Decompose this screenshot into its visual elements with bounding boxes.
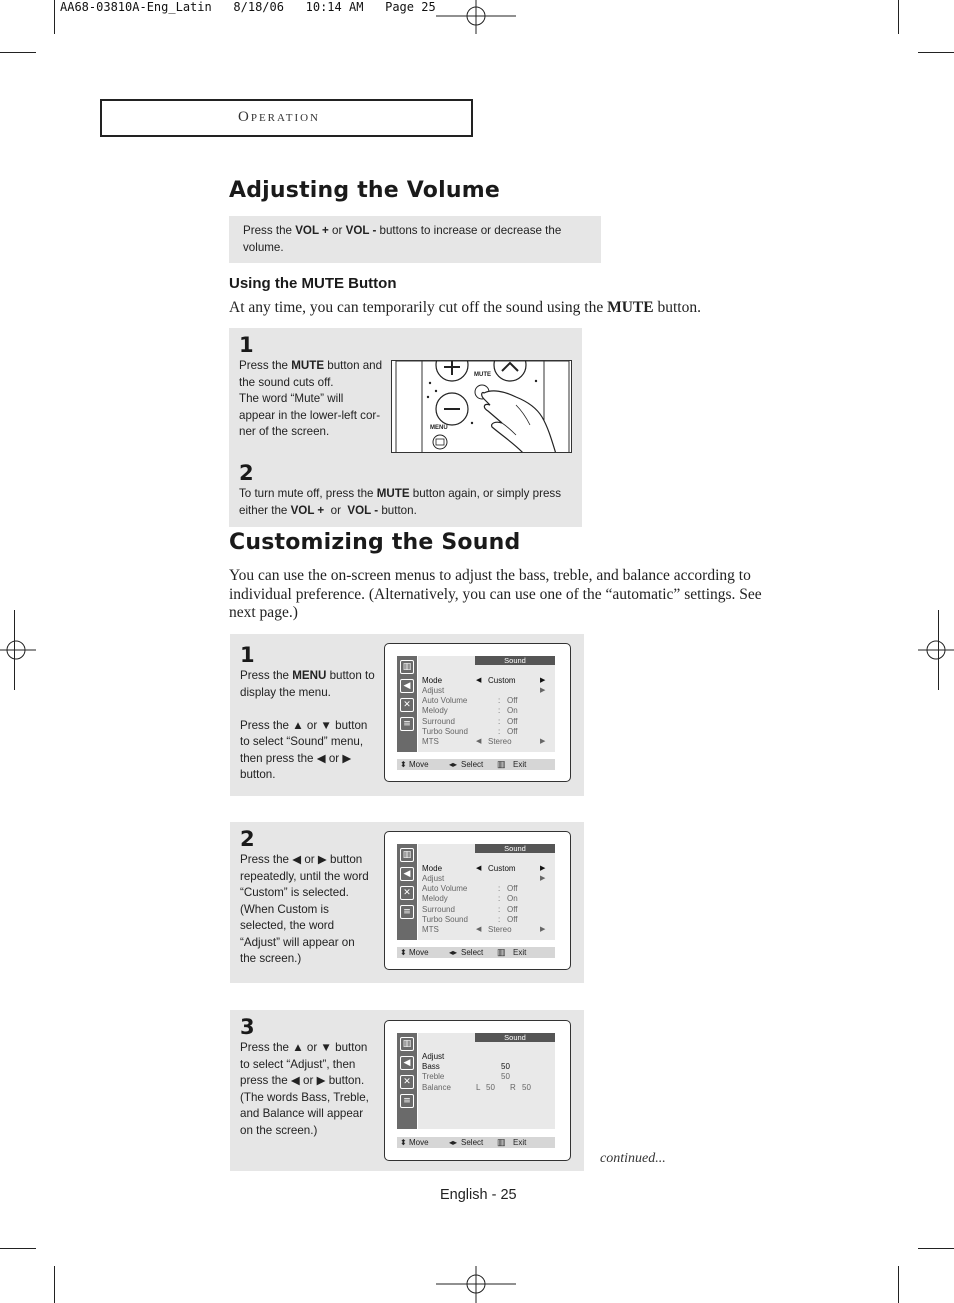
osd-row-value: Off (507, 726, 518, 736)
sound-step1-line: to select “Sound” menu, (240, 735, 364, 748)
print-header: AA68-03810A-Eng_Latin 8/18/06 10:14 AM Page 25 (60, 0, 436, 14)
sound-step1-box (230, 634, 584, 796)
osd-arrow-right-icon: ▶ (540, 926, 546, 933)
sound-step2-line: “Custom” is selected. (240, 886, 349, 899)
osd-help-bar (397, 759, 555, 770)
osd-adjust-label: Adjust (422, 874, 445, 883)
mute-step1-number: 1 (239, 333, 254, 357)
osd-treble-value: 50 (501, 1072, 510, 1081)
osd-adjust-title: Adjust (422, 1052, 445, 1061)
osd-row-label: Turbo Sound (422, 914, 468, 924)
osd-exit-label: Exit (513, 760, 527, 769)
updown-arrow-icon: ⬍ (400, 760, 407, 769)
sound-step3-line: on the screen.) (240, 1123, 318, 1137)
sound-step1-line: Press the MENU button to (240, 669, 375, 682)
sound-step3-text (240, 1040, 388, 1139)
sound-step1-line: button. (240, 768, 276, 781)
osd-arrow-right-icon: ▶ (540, 687, 546, 694)
mute-subtitle: Using the MUTE Button (229, 275, 397, 292)
osd-exit-label: Exit (513, 1138, 527, 1147)
osd-row-colon: : (498, 716, 501, 726)
mute-steps-box (229, 328, 582, 527)
sound-step2-line: “Adjust” will appear on (240, 935, 355, 949)
sound-intro-line: You can use the on-screen menus to adjust the bass, treble, and balance according to (229, 567, 751, 584)
osd-arrow-left-icon: ◀ (476, 677, 482, 684)
mute-step1-line: The word “Mute” will (239, 392, 344, 405)
mute-step1-text (239, 358, 391, 441)
volume-note: Press the VOL + or VOL - buttons to increase or decrease the volume. (243, 224, 562, 254)
osd-row-label: Auto Volume (422, 884, 468, 893)
leftright-arrow-icon: ◂▸ (449, 948, 458, 957)
registration-mark-top (436, 0, 516, 34)
osd-treble-label: Treble (422, 1072, 445, 1081)
sound-step1-line: then press the ◀ or ▶ (240, 751, 352, 765)
menu-exit-icon: ▥ (497, 759, 506, 769)
osd-row-colon: : (498, 706, 501, 716)
osd-menu-panel (418, 1033, 555, 1129)
sound-step3-box (230, 1010, 584, 1171)
leftright-arrow-icon: ◂▸ (449, 760, 458, 769)
osd-row-colon: : (498, 894, 501, 904)
osd-bass-value: 50 (501, 1062, 510, 1071)
sound-step1-line: display the menu. (240, 685, 331, 699)
sound-step3-line: (The words Bass, Treble, (240, 1090, 369, 1104)
registration-mark-left (0, 630, 36, 670)
sound-title: Customizing the Sound (229, 530, 521, 555)
osd-row-label: Surround (422, 716, 455, 726)
osd-arrow-left-icon: ◀ (476, 738, 482, 745)
sound-step1-number: 1 (240, 643, 255, 667)
sound-step1-line: Press the ▲ or ▼ button (240, 718, 368, 732)
osd-mode-value: Custom (488, 864, 516, 873)
sound-step2-text (240, 852, 388, 968)
osd-adjust-label: Adjust (422, 686, 445, 695)
mute-intro: At any time, you can temporarily cut off the sound using the MUTE button. (229, 299, 701, 316)
osd-exit-label: Exit (513, 948, 527, 957)
registration-mark-right (918, 630, 954, 670)
mute-step1-line: the sound cuts off. (239, 375, 334, 389)
antenna-icon: ✕ (400, 1075, 414, 1089)
osd-balance-r-value: 50 (522, 1083, 531, 1092)
volume-note-box (229, 216, 601, 263)
osd-select-label: Select (461, 1138, 484, 1147)
osd-balance-r: R (510, 1083, 516, 1092)
sound-step2-line: selected, the word (240, 919, 335, 932)
section-tab (100, 99, 473, 137)
sound-step2-line: (When Custom is (240, 902, 329, 916)
osd-mode-value: Custom (488, 676, 516, 685)
mute-step2-text: To turn mute off, press the MUTE button again, or simply press either the VOL + or VOL - button. (239, 487, 562, 517)
osd-move-label: Move (409, 948, 429, 957)
remote-menu-label: MENU (430, 425, 448, 431)
osd-row-colon: : (498, 696, 501, 705)
sound-intro-line: individual preference. (Alternatively, you can use one of the “automatic” settings. See (229, 585, 762, 603)
sound-step2-line: repeatedly, until the word (240, 869, 369, 883)
osd-arrow-right-icon: ▶ (540, 865, 546, 872)
speaker-icon: ◀ (400, 679, 414, 693)
osd-mts-label: MTS (422, 737, 439, 746)
tv-picture-icon: ▥ (400, 848, 414, 862)
osd-arrow-right-icon: ▶ (540, 738, 546, 745)
sound-step3-line: and Balance will appear (240, 1107, 364, 1120)
sound-step3-line: to select “Adjust”, then (240, 1057, 356, 1071)
sound-step3-line: press the ◀ or ▶ button. (240, 1074, 365, 1087)
tv-picture-icon: ▥ (400, 660, 414, 674)
osd-row-value: On (507, 706, 518, 716)
osd-icon-column (397, 656, 417, 752)
setup-icon: ≡ (400, 1094, 414, 1108)
osd-icon-column (397, 1033, 417, 1129)
osd-icon-column (397, 844, 417, 940)
osd-row-label: Auto Volume (422, 696, 468, 705)
osd-mts-label: MTS (422, 925, 439, 934)
osd-tab-sound: Sound (475, 656, 555, 665)
osd-row-value: On (507, 894, 518, 904)
osd-row-label: Surround (422, 904, 455, 914)
sound-menu-screen (384, 831, 571, 970)
osd-mts-value: Stereo (488, 737, 512, 746)
sound-step2-number: 2 (240, 827, 255, 851)
setup-icon: ≡ (400, 905, 414, 919)
sound-step2-line: Press the ◀ or ▶ button (240, 853, 363, 866)
sound-step1-text (240, 668, 388, 784)
antenna-icon: ✕ (400, 698, 414, 712)
osd-tab-sound: Sound (475, 844, 555, 853)
osd-row-value: Off (507, 716, 518, 726)
osd-arrow-right-icon: ▶ (540, 875, 546, 882)
osd-select-label: Select (461, 760, 484, 769)
remote-illustration (391, 360, 572, 453)
osd-select-label: Select (461, 948, 484, 957)
osd-row-value: Off (507, 696, 518, 705)
osd-bass-label: Bass (422, 1062, 440, 1071)
volume-title: Adjusting the Volume (229, 178, 500, 203)
sound-step1-line (240, 701, 388, 718)
osd-row-value: Off (507, 914, 518, 924)
adjust-menu-screen (384, 1020, 571, 1161)
continued-note: continued... (600, 1151, 666, 1166)
updown-arrow-icon: ⬍ (400, 948, 407, 957)
leftright-arrow-icon: ◂▸ (449, 1138, 458, 1147)
osd-mode-label: Mode (422, 676, 443, 685)
mute-step1-line: Press the MUTE button and (239, 359, 383, 372)
sound-step2-line: the screen.) (240, 952, 302, 965)
sound-intro (229, 567, 789, 623)
speaker-icon: ◀ (400, 1056, 414, 1070)
section-tab-label: Operation (238, 109, 321, 125)
osd-help-bar (397, 1137, 555, 1148)
osd-help-bar (397, 947, 555, 958)
osd-arrow-left-icon: ◀ (476, 926, 482, 933)
osd-tab-sound: Sound (475, 1033, 555, 1042)
sound-step3-number: 3 (240, 1015, 255, 1039)
osd-move-label: Move (409, 760, 429, 769)
osd-mode-label: Mode (422, 864, 443, 873)
osd-row-value: Off (507, 904, 518, 914)
osd-row-colon: : (498, 914, 501, 924)
registration-mark-bottom (436, 1266, 516, 1303)
osd-row-value: Off (507, 884, 518, 893)
osd-move-label: Move (409, 1138, 429, 1147)
osd-arrow-right-icon: ▶ (540, 677, 546, 684)
sound-step3-line: Press the ▲ or ▼ button (240, 1041, 368, 1054)
sound-intro-line: next page.) (229, 604, 298, 621)
osd-row-colon: : (498, 904, 501, 914)
updown-arrow-icon: ⬍ (400, 1138, 407, 1147)
tv-picture-icon: ▥ (400, 1037, 414, 1051)
osd-balance-label: Balance (422, 1083, 451, 1092)
osd-mts-value: Stereo (488, 925, 512, 934)
antenna-icon: ✕ (400, 886, 414, 900)
osd-arrow-left-icon: ◀ (476, 865, 482, 872)
osd-row-label: Turbo Sound (422, 726, 468, 736)
sound-menu-screen (384, 643, 571, 782)
sound-step2-box (230, 822, 584, 983)
osd-balance-l-value: 50 (486, 1083, 495, 1092)
osd-menu-panel (418, 656, 555, 752)
mute-step1-line: appear in the lower-left cor- (239, 408, 381, 422)
osd-balance-l: L (476, 1083, 481, 1092)
mute-step1-line: ner of the screen. (239, 425, 330, 438)
osd-row-label: Melody (422, 894, 448, 904)
page-footer: English - 25 (440, 1187, 517, 1203)
osd-row-colon: : (498, 884, 501, 893)
speaker-icon: ◀ (400, 867, 414, 881)
menu-exit-icon: ▥ (497, 1137, 506, 1147)
setup-icon: ≡ (400, 717, 414, 731)
osd-menu-panel (418, 844, 555, 940)
osd-row-colon: : (498, 726, 501, 736)
menu-exit-icon: ▥ (497, 947, 506, 957)
remote-mute-label: MUTE (474, 372, 491, 378)
osd-row-label: Melody (422, 706, 448, 716)
mute-step2-number: 2 (239, 461, 254, 485)
